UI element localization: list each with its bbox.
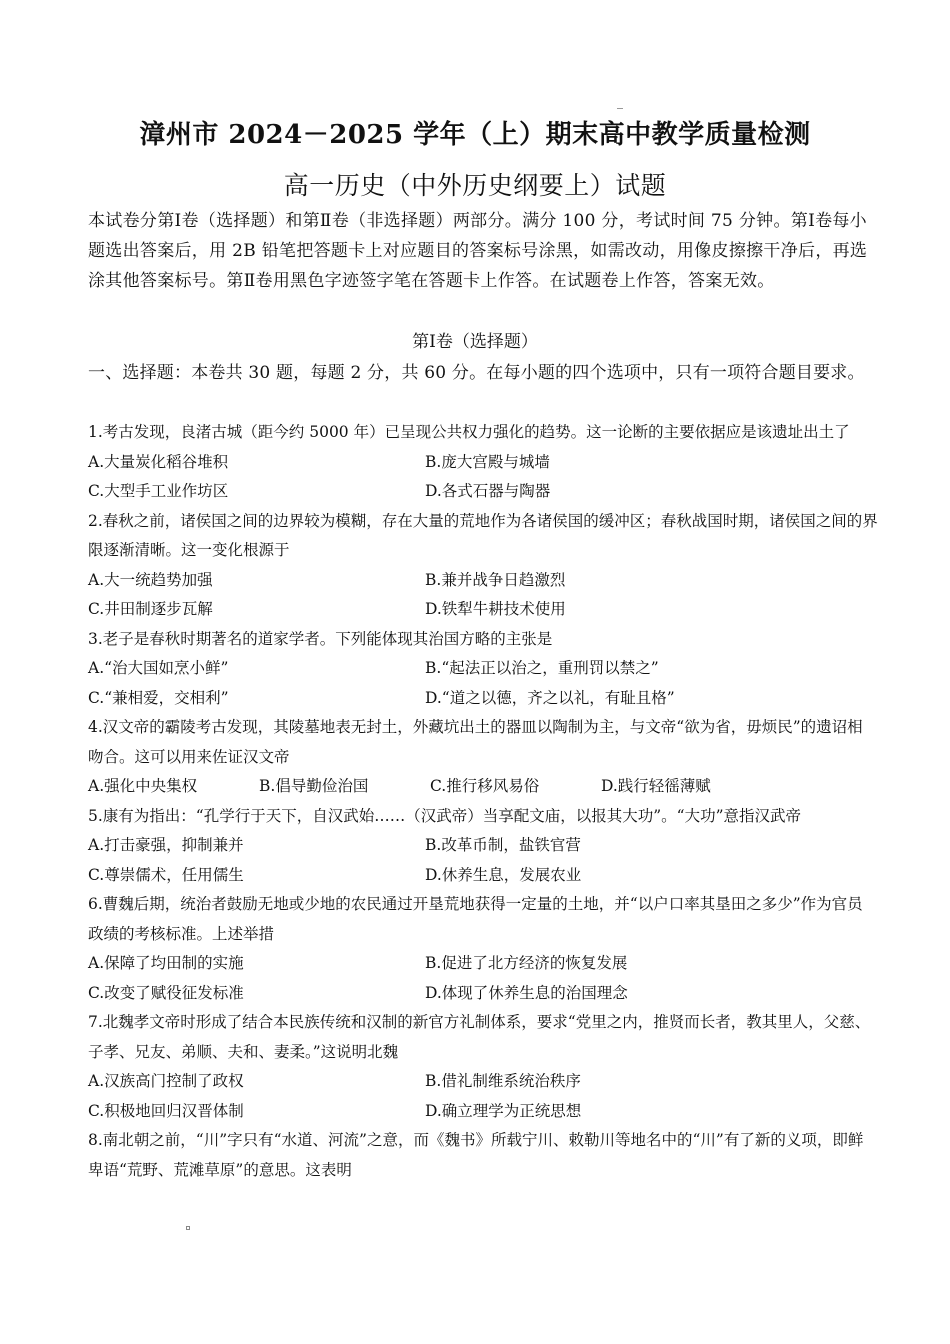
question-2 <box>88 507 878 625</box>
option-a: A.强化中央集权 <box>88 777 198 795</box>
option-row <box>88 831 878 861</box>
option-c: C.井田制逐步瓦解 <box>88 600 213 618</box>
option-d: D.体现了休养生息的治国理念 <box>425 983 628 1002</box>
question-stem: 1.考古发现，良渚古城（距今约 5000 年）已呈现公共权力强化的趋势。这一论断的主要依据应是该遗址出土了 <box>88 423 850 441</box>
option-a: A.“治大国如烹小鲜” <box>88 659 229 677</box>
question-6 <box>88 890 878 1008</box>
option-row <box>88 477 878 507</box>
option-row <box>88 1097 878 1127</box>
option-d: D.践行轻徭薄赋 <box>601 777 711 795</box>
question-5 <box>88 802 878 891</box>
option-b: B.借礼制维系统治秩序 <box>425 1072 581 1090</box>
option-row <box>88 566 878 596</box>
option-d: D.“道之以德，齐之以礼，有耻且格” <box>425 688 675 707</box>
option-row <box>88 684 878 714</box>
option-row <box>88 861 878 891</box>
exam-subtitle: 高一历史（中外历史纲要上）试题 <box>283 171 667 200</box>
option-b: B.改革币制，盐铁官营 <box>425 836 581 854</box>
option-row <box>88 949 878 979</box>
option-a: A.打击豪强，抑制兼并 <box>88 836 244 854</box>
section-title: 第Ⅰ卷（选择题） <box>412 332 538 352</box>
option-b: B.“起法正以治之，重刑罚以禁之” <box>425 659 659 677</box>
question-1 <box>88 418 878 507</box>
option-c: C.尊崇儒术，任用儒生 <box>88 865 244 884</box>
option-row <box>88 979 878 1009</box>
option-c: C.“兼相爱，交相利” <box>88 688 229 707</box>
option-a: A.汉族高门控制了政权 <box>88 1072 244 1090</box>
question-3 <box>88 625 878 714</box>
exam-instructions: 本试卷分第Ⅰ卷（选择题）和第Ⅱ卷（非选择题）两部分。满分 100 分，考试时间 75 分钟。第Ⅰ卷每小题选出答案后，用 2B 铅笔把答题卡上对应题目的答案标号涂黑，如需改动，用像皮擦擦干净后，再选涂其他答案标号。第Ⅱ卷用黑色字迹签字笔在答题卡上作答。在试题卷上作答，答案无效。 <box>88 211 868 291</box>
option-a: A.大一统趋势加强 <box>88 570 213 589</box>
option-row <box>88 654 878 684</box>
question-list <box>88 418 878 1185</box>
scan-dot <box>186 1226 190 1230</box>
option-row <box>88 1067 878 1097</box>
question-stem: 5.康有为指出：“孔学行于天下，自汉武始……（汉武帝）当享配文庙，以报其大功”。“大功”意指汉武帝 <box>88 806 801 825</box>
question-stem: 8.南北朝之前，“川”字只有“水道、河流”之意，而《魏书》所载宁川、敕勒川等地名中的“川”有了新的义项，即鲜卑语“荒野、荒滩草原”的意思。这表明 <box>88 1131 864 1179</box>
option-a: A.保障了均田制的实施 <box>88 954 244 972</box>
option-c: C.推行移风易俗 <box>430 777 540 795</box>
option-d: D.休养生息，发展农业 <box>425 865 582 884</box>
option-b: B.倡导勤俭治国 <box>259 777 369 795</box>
question-7 <box>88 1008 878 1126</box>
question-stem: 6.曹魏后期，统治者鼓励无地或少地的农民通过开垦荒地获得一定量的土地，并“以户口率其垦田之多少”作为官员政绩的考核标准。上述举措 <box>88 895 863 943</box>
question-8 <box>88 1126 878 1185</box>
question-stem: 4.汉文帝的霸陵考古发现，其陵墓地表无封土，外藏坑出土的器皿以陶制为主，与文帝“欲为省，毋烦民”的遗诏相吻合。这可以用来佐证汉文帝 <box>88 718 863 766</box>
option-row <box>88 772 878 802</box>
option-c: C.大型手工业作坊区 <box>88 482 229 500</box>
option-row <box>88 595 878 625</box>
section-instruction: 一、选择题：本卷共 30 题，每题 2 分，共 60 分。在每小题的四个选项中，只有一项符合题目要求。 <box>88 363 865 383</box>
option-c: C.积极地回归汉晋体制 <box>88 1101 244 1120</box>
question-4 <box>88 713 878 802</box>
exam-title: 漳州市 2024－2025 学年（上）期末高中教学质量检测 <box>139 120 811 150</box>
question-stem: 3.老子是春秋时期著名的道家学者。下列能体现其治国方略的主张是 <box>88 629 553 648</box>
question-stem: 2.春秋之前，诸侯国之间的边界较为模糊，存在大量的荒地作为各诸侯国的缓冲区；春秋战国时期，诸侯国之间的界限逐渐清晰。这一变化根源于 <box>88 511 878 559</box>
option-row <box>88 448 878 478</box>
option-b: B.促进了北方经济的恢复发展 <box>425 954 628 972</box>
option-c: C.改变了赋役征发标准 <box>88 983 244 1002</box>
question-stem: 7.北魏孝文帝时形成了结合本民族传统和汉制的新官方礼制体系，要求“党里之内，推贤而长者，教其里人，父慈、子孝、兄友、弟顺、夫和、妻柔。”这说明北魏 <box>88 1013 871 1061</box>
option-b: B.庞大宫殿与城墙 <box>425 452 550 471</box>
option-b: B.兼并战争日趋激烈 <box>425 570 566 589</box>
option-d: D.确立理学为正统思想 <box>425 1101 582 1120</box>
option-d: D.各式石器与陶器 <box>425 482 551 500</box>
option-a: A.大量炭化稻谷堆积 <box>88 452 229 471</box>
option-d: D.铁犁牛耕技术使用 <box>425 600 566 618</box>
